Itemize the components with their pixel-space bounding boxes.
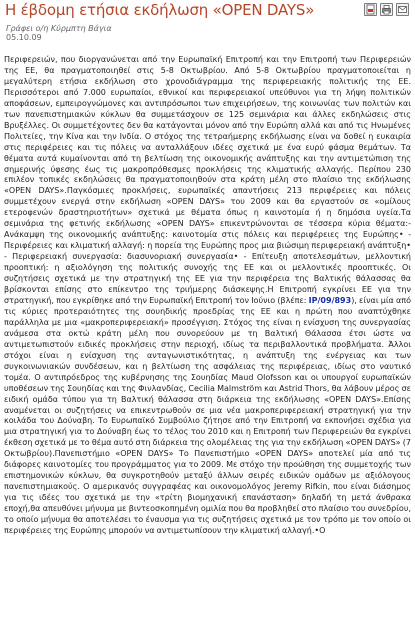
article-toolbar: [364, 3, 409, 16]
article-body: [4, 55, 411, 537]
article-paragraph: [4, 55, 411, 537]
email-icon[interactable]: [396, 3, 409, 16]
article-meta: [2, 24, 413, 42]
article-title: Η έβδομη ετήσια εκδήλωση «OPEN DAYS»: [5, 1, 315, 19]
print-icon[interactable]: [380, 3, 393, 16]
article-author: Γράφει ο/η Κύρμπτη Βάγια: [6, 24, 112, 33]
pdf-icon[interactable]: [364, 3, 377, 16]
article-header: [2, 0, 413, 24]
press-release-link[interactable]: IP/09/893: [308, 295, 352, 305]
article-date: 05.10.09: [6, 33, 42, 42]
body-text-part1: Περιφερειών, που διοργανώνεται από την Ευρωπαϊκή Επιτροπή και την Επιτροπή των Περιφερειών της ΕΕ, θα πραγματοποιηθεί στις 5-8 Οκτωβρίου. Από 5-8 Οκτωβρίου πραγματοποιείται η μεγαλύτερη ετήσια εκδήλωση στο χρονοδιάγραμμα της περιφερειακής πολιτικής της ΕΕ. Περισσότεροι από 7.000 ευρωπαίοι, εθνικοί και περιφερειακοί υπεύθυνοι για τη λήψη πολιτικών αποφάσεων, εμπειρογνώμονες και αντιπρόσωποι των επιχειρήσεων, της κοινωνίας των πολιτών και των πανεπιστημιακών κύκλων θα συμμετάσχουν σε 125 σεμινάρια και άλλες εκδηλώσεις στις Βρυξέλλες. Οι συμμετέχοντες δεν θα κατάγονται μόνον από την Ευρώπη αλλά και από τις Ηνωμένες Πολιτείες, την Κίνα και την Ινδία. Ο στόχος της τετραήμερης εκδήλωσης είναι να δοθεί η ευκαιρία στις περιφέρειες και τις πόλεις να ανταλλάξουν ιδέες σχετικά με ένα ευρύ φάσμα θεμάτων. Τα θέματα αυτά κυμαίνονται από τη βελτίωση της οικονομικής ανάπτυξης και την αντιμετώπιση της σημερινής ύφεσης έως τις μακροπρόθεσμες προκλήσεις της κλιματικής αλλαγής. Περίπου 230 επιλέον τοπικές εκδηλώσεις θα πραγματοποιηθούν στα κράτη μέλη στο πλαίσιο της εκδήλωσης «OPEN DAYS».Παγκόσμιες προκλήσεις, ευρωπαϊκές απαντήσεις 213 περιφέρειες και πόλεις συμμετέχουν ενεργά στην εκδήλωση «OPEN DAYS» του 2009 και θα εργαστούν σε «ομίλους ετεροφενών δραστηριοτήτων» σχετικά με θέματα όπως η καινοτομία ή η δημόσια υγεία.Τα σεμινάρια της φετινής εκδήλωσης «OPEN DAYS» επικεντρώνονται σε τέσσερα κύρια θέματα:- Ανάκαμψη της οικονομικής ανάπτυξης: καινοτομία στις πόλεις και περιφέρειες της Ευρώπης• - Περιφέρειες και κλιματική αλλαγή: η πορεία της Ευρώπης προς μια βιώσιμη περιφερειακή ανάπτυξη• - Περιφερειακή συνεργασία: διασυνοριακή συνεργασία• - Επίτευξη αποτελεσμάτων, μελλοντική προοπτική: η αξιολόγηση της πολιτικής συνοχής της ΕΕ και οι μελλοντικές προοπτικές. Οι συζητήσεις σχετικά με την στρατηγική της ΕΕ για την περιφέρεια της Βαλτικής θάλασσας θα βρίσκονται επίσης στο επίκεντρο της τριήμερης διάσκεψης.Η Επιτροπή εγκρίνει ΕΕ για την στρατηγική, που εγκρίθηκε από την Ευρωπαϊκή Επιτροπή τον Ιούνιο (βλέπε:: [4, 55, 411, 305]
body-text-part2: ), είναι μία από τις κύριες προτεραιότητες της σουηδικής προεδρίας της ΕΕ και η πρώτη που αναπτύχθηκε παράλληλα με μια «μακροπεριφερειακή» προσέγγιση. Στόχος της είναι η ενίσχυση της συνεργασίας ανάμεσα στα οκτώ κράτη μέλη που συνορεύουν με τη Βαλτική Θάλασσα έτσι ώστε να αντιμετωπιστούν ειδικές προκλήσεις στην περιοχή, ιδίως τα περιβαλλοντικά προβλήματα. Άλλοι στόχοι είναι η ενίσχυση της ανταγωνιστικότητας, η ανάπτυξη της ενέργειας και των συγκοινωνιακών συνδέσεων, και η βελτίωση της ασφάλειας της περιφέρειας, ιδίως στο ναυτικό τομέα. Ο αντιπρόεδρος της κυβέρνησης της Σουηδίας Maud Olofsson και οι υπουργοί ευρωπαϊκών υποθέσεων της Σουηδίας και της Φινλανδίας, Cecilia Malmström και Astrid Thors, θα λάβουν μέρος σε ειδική ομάδα τύπου για τη Βαλτική θάλασσα στη διάρκεια της εκδήλωσης «OPEN DAYS».Επίσης αναμένεται οι συζητήσεις να επικεντρωθούν σε μια νέα μακροπεριφερειακή στρατηγική για την κοιλάδα του Δούναβη. Το Ευρωπαϊκό Συμβούλιο ζήτησε από την Επιτροπή να εκπονήσει σχέδια για μια στρατηγική για το Δούναβη έως το τέλος του 2010 και η Επιτροπή των Περιφερειών θα εγκρίνει έκθεση σχετικά με το θέμα αυτό στη διάρκεια της ολομέλειας της για την εκδήλωση «OPEN DAYS» (7 Οκτωβρίου).Πανεπιστήμιο «OPEN DAYS» Το Πανεπιστήμιο «OPEN DAYS» αποτελεί μία από τις διάφορες καινοτομίες του προγράμματος για το 2009. Με στόχο την προώθηση της συμμετοχής των επιστημονικών κύκλων, θα συγκροτηθούν μεταξύ άλλων σειρές ειδικών ομάδων με αξιόλογους πανεπιστημιακούς. Ο αμερικανός συγγραφέας και οικονομολόγος Jeremy Rifkin, που είναι διάσημος για τις ιδέες του σχετικά με την «τρίτη βιομηχανική επανάσταση» δηλαδή τη μετά άνθρακα εποχή,θα απευθύνει μήνυμα με βιντεοσκοπημένη ομιλία που θα προβληθεί στο πλαίσιο του συνεδρίου, το οποίο μήνυμα θα αποτελέσει το έναυσμα για τις συζητήσεις σχετικά με τον τρόπο με τον οποίο οι περιφέρειες της Ευρώπης μπορούν να αντιμετωπίσουν την κλιματική αλλαγή.•O: [4, 295, 411, 535]
